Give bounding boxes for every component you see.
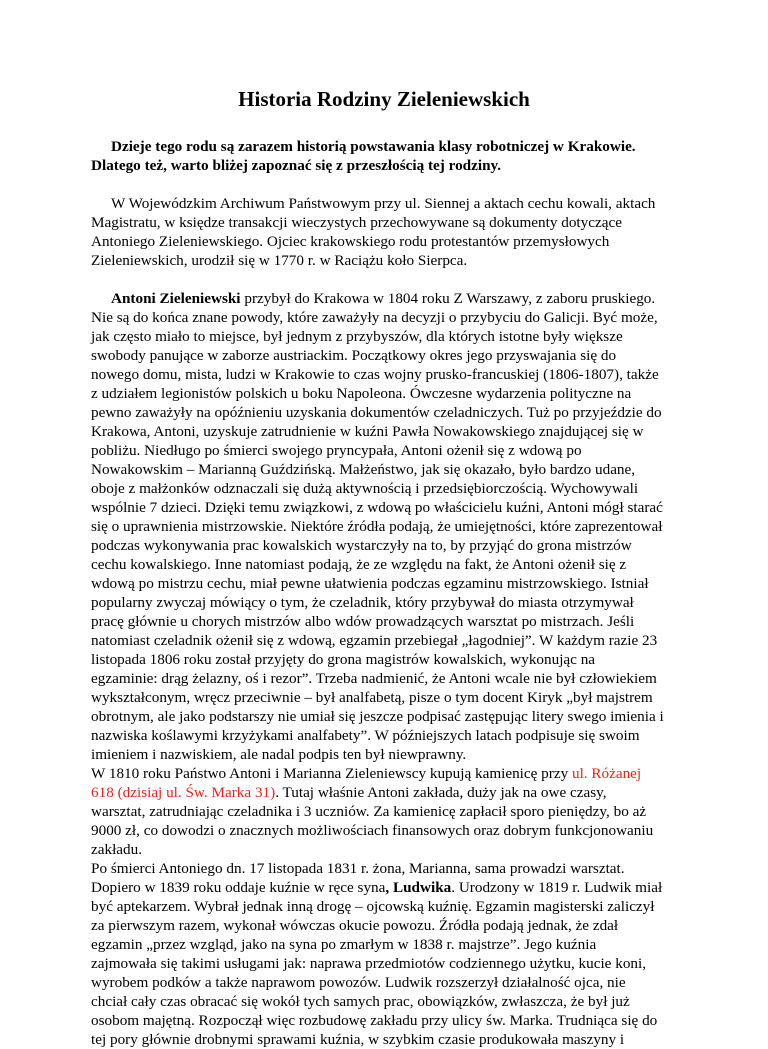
intro-line: Dlatego też, warto bliżej zapoznać się z przeszłością tej rodziny. [91,157,502,174]
document-title: Historia Rodziny Zieleniewskich [238,87,530,111]
person-name: , Ludwika [385,879,452,896]
paragraph-line [91,878,662,897]
paragraph-line: z udziałem legionistów polskich u boku Napoleona. Ówczesne wydarzenia polityczne na [91,385,632,402]
street-link[interactable]: ul. Różanej [571,765,642,782]
paragraph-line: cechu kowalskiego. Inne natomiast podają, że ze względu na fakt, że Antoni ożenił się z [91,556,627,573]
paragraph-line: się o uprawnienia mistrzowskie. Niektóre źródła podają, że umiejętności, które zaprezentował [91,518,663,535]
paragraph-text: . Tutaj właśnie Antoni zakłada, duży jak na owe czasy, [275,784,607,801]
paragraph-line: podczas wykonywania prac kowalskich wystarczyły na to, by przyjąć do grona mistrzów [91,537,632,554]
paragraph-line: osobom majętną. Rozpoczął więc rozbudowę zakładu przy ulicy św. Marka. Trudniąca się do [91,1012,658,1029]
intro-line: Dzieje tego rodu są zarazem historią powstawania klasy robotniczej w Krakowie. [111,138,636,155]
paragraph-line: Po śmierci Antoniego dn. 17 listopada 1831 r. żona, Marianna, sama prowadzi warsztat. [91,860,625,877]
paragraph-line: W Wojewódzkim Archiwum Państwowym przy ul. Siennej a aktach cechu kowali, aktach [111,195,656,212]
paragraph-line: 9000 zł, co dowodzi o znacznych możliwościach finansowych oraz dobrym funkcjonowaniu [91,822,654,839]
paragraph-line: egzamin „przez wzgląd, jako na syna po zmarłym w 1838 r. majstrze”. Jego kuźnia [91,936,597,953]
paragraph-line: obrotnym, ale jako podstarszy nie umiał się jeszcze podpisać zastępując litery swego imienia i [91,708,664,725]
paragraph-line: egzaminie: drąg żelazny, oś i rezor”. Trzeba nadmienić, że Antoni wcale nie był człowiekiem [91,670,657,687]
paragraph-line: wyrobem podków a także naprawom powozów. Ludwik rozszerzył działalność ojca, nie [91,974,626,991]
paragraph-line: Magistratu, w księdze transakcji wieczystych przechowywane są dokumenty dotyczące [91,214,622,231]
paragraph-line: swobody panujące w zaborze austriackim. Początkowy okres jego przyswajania się do [91,347,617,364]
paragraph-line: za pierwszym razem, wykonał wówczas okucie powozu. Źródła podają jednak, że zdał [91,917,619,934]
street-link[interactable]: 618 (dzisiaj ul. Św. Marka 31) [91,784,276,801]
paragraph-line: nazwiska koślawymi krzyżykami analfabety”. W późniejszych latach podpisuje się swoim [91,727,640,744]
paragraph-text: przybył do Krakowa w 1804 roku Z Warszawy, z zaboru pruskiego. [240,290,656,307]
paragraph-line: chciał cały czas obracać się wokół tych samych prac, obowiązków, zwłaszcza, że był już [91,993,630,1010]
paragraph-line: nowego domu, mista, ludzi w Krakowie to czas wojny prusko-francuskiej (1806-1807), także [91,366,659,383]
paragraph-line: oboje z małżonków odznaczali się dużą aktywnością i przedsiębiorczością. Wychowywali [91,480,639,497]
paragraph-line: Nowakowskim – Marianną Guździńską. Małżeństwo, jak się okazało, było bardzo udane, [91,461,636,478]
paragraph-line: pobliżu. Niedługo po śmierci swojego pryncypała, Antoni ożenił się z wdową po [91,442,582,459]
paragraph-line: pracę głównie u chorych mistrzów albo wdów prowadzących warsztat po mistrzach. Jeśli [91,613,635,630]
paragraph-line: zajmowała się takimi usługami jak: naprawa przedmiotów codziennego użytku, kucie koni, [91,955,647,972]
paragraph-line: zakładu. [91,841,143,858]
paragraph-line: wdową po mistrzu cechu, miał pewne ułatwienia podczas egzaminu mistrzowskiego. Istniał [91,575,649,592]
paragraph-line [91,783,607,802]
paragraph-line: Krakowa, Antoni, uzyskuje zatrudnienie w kuźni Pawła Nowakowskiego znajdującej się w [91,423,644,440]
paragraph-text: Dopiero w 1839 roku oddaje kuźnie w ręce syna [91,879,386,896]
paragraph-text: W 1810 roku Państwo Antoni i Marianna Zieleniewscy kupują kamienicę przy [91,765,572,782]
paragraph-line: wykształconym, wręcz przeciwnie – był analfabetą, pisze o tym docent Kiryk „był majstrem [91,689,653,706]
paragraph-line: tej pory głównie drobnymi sprawami kuźnia, w szybkim czasie produkowała maszyny i [91,1031,625,1048]
person-name: Antoni Zieleniewski [111,290,241,307]
paragraph-line: imieniem i nazwiskiem, ale nadal podpis ten był niewprawny. [91,746,467,763]
paragraph-line [91,764,641,783]
paragraph-line: być aptekarzem. Wybrał jednak inną drogę – ojcowską kuźnię. Egzamin magisterski zaliczył [91,898,655,915]
paragraph-line: wspólnie 7 dzieci. Dzięki temu związkowi, z wdową po właścicielu kuźni, Antoni mógł starać [91,499,663,516]
paragraph-line: warsztat, zatrudniając czeladnika i 3 uczniów. Za kamienicę zapłacił sporo pieniędzy, bo aż [91,803,647,820]
paragraph-line: Zieleniewskich, urodził się w 1770 r. w Raciążu koło Sierpca. [91,252,468,269]
paragraph-line: listopada 1806 roku został przyjęty do grona magistrów kowalskich, wykonując na [91,651,596,668]
paragraph-line: natomiast czeladnik ożenił się z wdową, egzamin przebiegał „łagodniej”. W każdym razie 23 [91,632,658,649]
paragraph-line: Antoniego Zieleniewskiego. Ojciec krakowskiego rodu protestantów przemysłowych [91,233,610,250]
paragraph-line: popularny zwyczaj mówiący o tym, że czeladnik, który przybywał do miasta otrzymywał [91,594,634,611]
paragraph-line: jak często miało to miejsce, był jednym z przybyszów, dla których istotne były większe [91,328,623,345]
paragraph-text: . Urodzony w 1819 r. Ludwik miał [451,879,663,896]
paragraph-line [111,289,655,308]
paragraph-line: Nie są do końca znane powody, które zaważyły na decyzji o przybyciu do Galicji. Być może, [91,309,658,326]
paragraph-line: pewno zaważyły na opóźnieniu uzyskania dokumentów czeladniczych. Tuż po przyjeździe do [91,404,662,421]
